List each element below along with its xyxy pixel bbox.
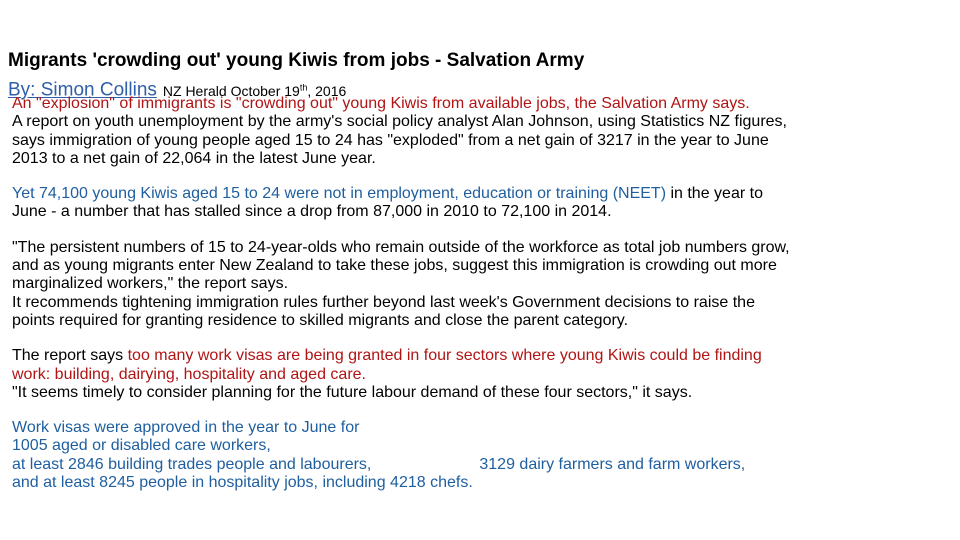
para4-line1: [12, 347, 952, 365]
para5-line2: 1005 aged or disabled care workers,: [12, 437, 271, 455]
para5-line3: [12, 456, 952, 474]
article-body: [12, 95, 952, 509]
para5-line1: Work visas were approved in the year to June for: [12, 419, 360, 437]
paragraph-2: [12, 185, 952, 222]
author-link[interactable]: By: Simon Collins: [8, 79, 157, 101]
para1-line3: says immigration of young people aged 15 to 24 has "exploded" from a net gain of 3217 in the year to June: [12, 131, 769, 149]
para5-line4: and at least 8245 people in hospitality jobs, including 4218 chefs.: [12, 474, 473, 492]
para1-line2: A report on youth unemployment by the army's social policy analyst Alan Johnson, using Statistics NZ figures,: [12, 113, 787, 131]
source-prefix: NZ Herald October 19: [162, 82, 300, 99]
dairy-stat: 3129 dairy farmers and farm workers,: [479, 455, 746, 473]
para4-line3: "It seems timely to consider planning for the future labour demand of these four sectors," it says.: [12, 383, 693, 401]
paragraph-5: [12, 419, 952, 492]
para4-line2: work: building, dairying, hospitality and aged care.: [12, 365, 366, 383]
para3-line1: "The persistent numbers of 15 to 24-year-olds who remain outside of the workforce as total job numbers grow,: [12, 238, 790, 256]
para2-line2: June - a number that has stalled since a drop from 87,000 in 2010 to 72,100 in 2014.: [12, 203, 612, 221]
paragraph-1: [12, 95, 952, 168]
para3-line2: and as young migrants enter New Zealand to take these jobs, suggest this immigration is crowding out more: [12, 257, 777, 275]
paragraph-4: [12, 347, 952, 402]
paragraph-3: [12, 239, 952, 330]
visa-sectors-highlight: too many work visas are being granted in four sectors where young Kiwis could be finding: [127, 347, 762, 365]
neet-highlight: Yet 74,100 young Kiwis aged 15 to 24 were not in employment, education or training (NEET): [12, 185, 667, 203]
para1-line4: 2013 to a net gain of 22,064 in the latest June year.: [12, 149, 376, 167]
para3-line4: It recommends tightening immigration rules further beyond last week's Government decisions to raise the: [12, 293, 755, 311]
para4-line1-start: The report says: [12, 347, 128, 365]
para1-line1: An "explosion" of immigrants is "crowding out" young Kiwis from available jobs, the Salvation Army says.: [12, 95, 750, 112]
para3-line3: marginalized workers," the report says.: [12, 275, 289, 293]
para3-line5: points required for granting residence to skilled migrants and close the parent category.: [12, 311, 629, 329]
article-title: Migrants 'crowding out' young Kiwis from jobs - Salvation Army: [8, 50, 585, 71]
para2-line1-rest: in the year to: [666, 185, 763, 203]
date-suffix: th: [299, 82, 308, 92]
building-trades-stat: at least 2846 building trades people and labourers,: [12, 455, 372, 473]
source-suffix: , 2016: [307, 82, 347, 99]
para2-line1: [12, 185, 952, 203]
